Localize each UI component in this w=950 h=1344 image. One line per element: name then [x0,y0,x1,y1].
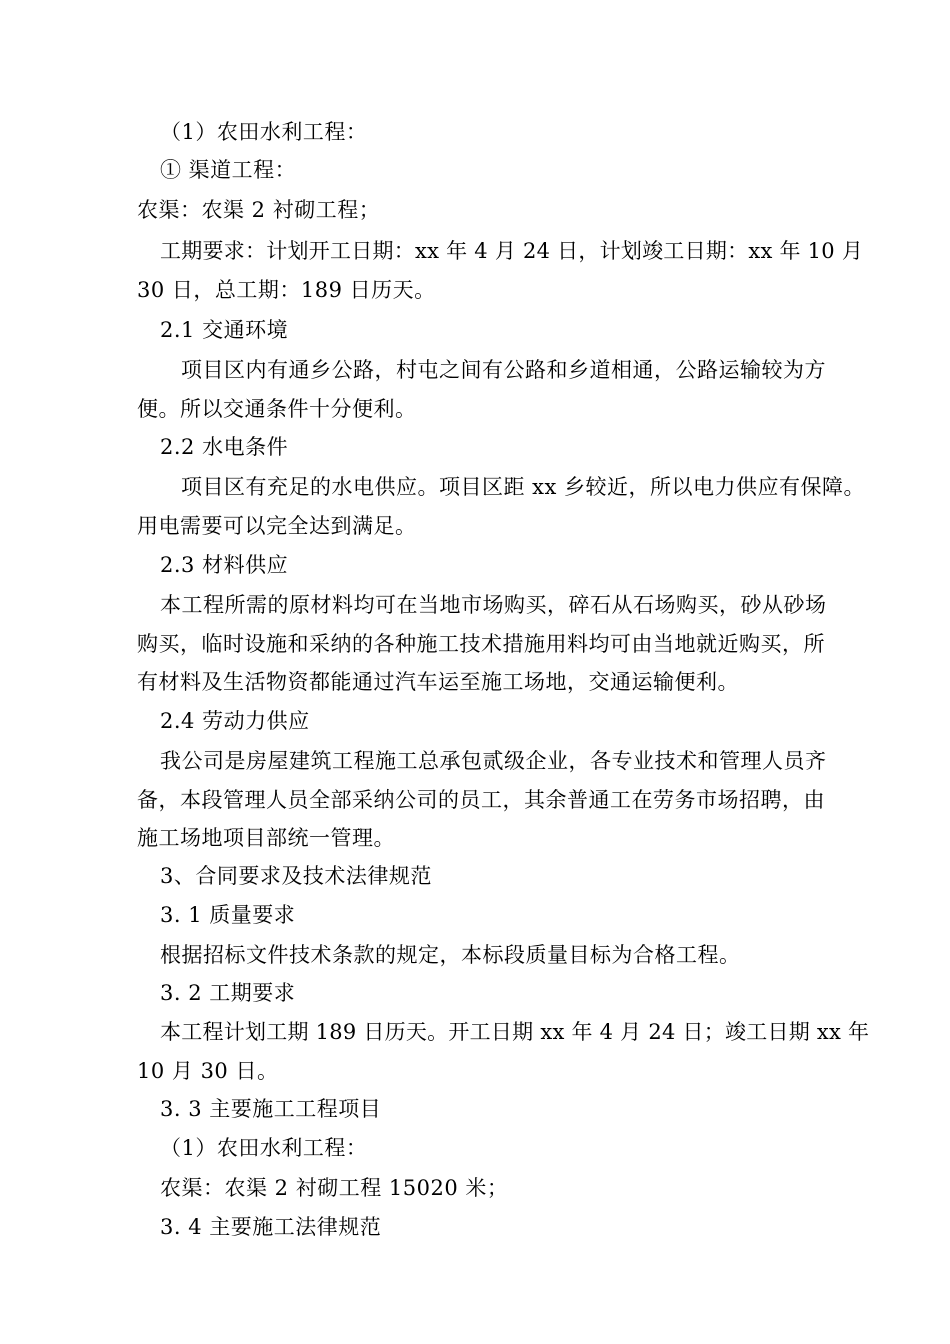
doc-line: 农渠：农渠 2 衬砌工程； [137,198,381,222]
doc-heading: 2.2 水电条件 [160,435,289,459]
doc-heading: 3. 3 主要施工工程项目 [160,1097,382,1121]
doc-heading: 3. 1 质量要求 [160,903,296,927]
doc-line: 有材料及生活物资都能通过汽车运至施工场地，交通运输便利。 [137,670,739,694]
doc-line: 用电需要可以完全达到满足。 [137,514,417,538]
doc-line: 本工程计划工期 189 日历天。开工日期 xx 年 4 月 24 日；竣工日期 xx 年 [160,1020,870,1044]
doc-line: 便。所以交通条件十分便利。 [137,397,417,421]
doc-line: 我公司是房屋建筑工程施工总承包贰级企业，各专业技术和管理人员齐 [160,749,827,773]
doc-heading: 2.3 材料供应 [160,553,289,577]
doc-heading: 3. 4 主要施工法律规范 [160,1215,382,1239]
doc-line: 备，本段管理人员全部采纳公司的员工，其余普通工在劳务市场招聘，由 [137,788,825,812]
doc-line: 施工场地项目部统一管理。 [137,826,395,850]
doc-line: 项目区有充足的水电供应。项目区距 xx 乡较近，所以电力供应有保障。 [181,475,866,499]
doc-line: ① 渠道工程： [160,158,297,182]
doc-line: 本工程所需的原材料均可在当地市场购买，碎石从石场购买，砂从砂场 [160,593,827,617]
doc-line: 30 日，总工期：189 日历天。 [137,278,436,302]
doc-heading: 2.4 劳动力供应 [160,709,310,733]
doc-line: 项目区内有通乡公路，村屯之间有公路和乡道相通，公路运输较为方 [181,358,826,382]
doc-heading: 3、合同要求及技术法律规范 [160,864,432,888]
doc-heading: 3. 2 工期要求 [160,981,296,1005]
doc-line: （1）农田水利工程： [160,120,368,144]
doc-line: 购买，临时设施和采纳的各种施工技术措施用料均可由当地就近购买，所 [137,632,825,656]
doc-line: 根据招标文件技术条款的规定，本标段质量目标为合格工程。 [160,943,741,967]
doc-line: 10 月 30 日。 [137,1059,279,1083]
doc-line: （1）农田水利工程： [160,1136,368,1160]
doc-line: 工期要求：计划开工日期：xx 年 4 月 24 日，计划竣工日期：xx 年 10 月 [160,239,864,263]
doc-heading: 2.1 交通环境 [160,318,289,342]
doc-line: 农渠：农渠 2 衬砌工程 15020 米； [160,1176,509,1200]
